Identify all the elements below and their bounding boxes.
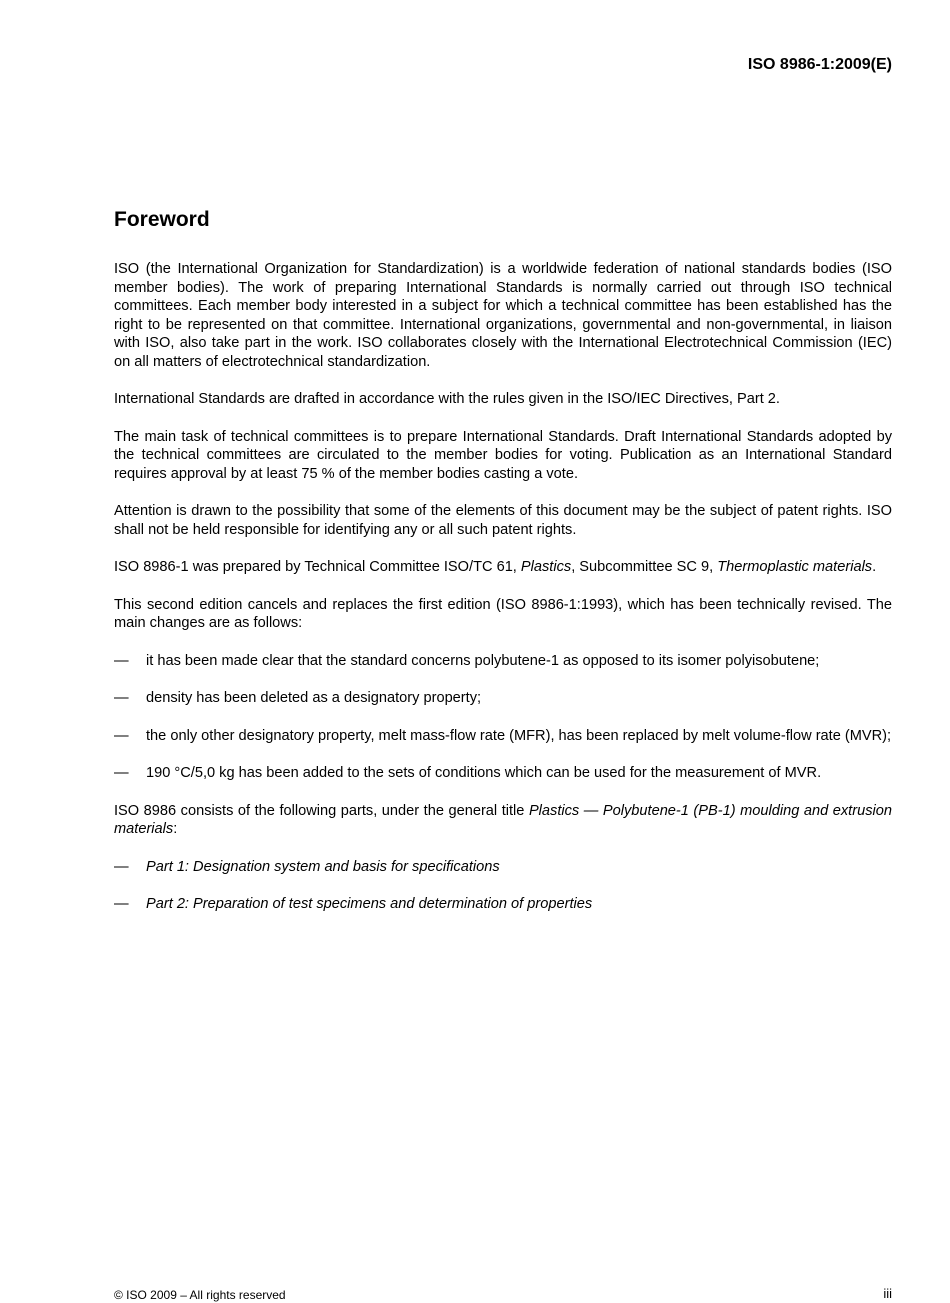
foreword-section xyxy=(114,208,892,933)
part-title: Part 1: Designation system and basis for specifications xyxy=(146,858,500,875)
part-list-item xyxy=(114,895,892,914)
dash-bullet: — xyxy=(114,690,129,706)
paragraph-prepared-by xyxy=(114,558,892,577)
dash-bullet: — xyxy=(114,727,129,744)
dash-bullet: — xyxy=(114,652,129,669)
change-list-item xyxy=(114,727,892,746)
paragraph-parts-intro xyxy=(114,802,892,839)
paragraph-main-task: The main task of technical committees is to prepare International Standards. Draft International Standards adopted by the technical committees are circulated to the member bodies for voting. Publication as an International Standard requires approval by at least 75 % of the member bodies casting a vote. xyxy=(114,428,892,482)
section-title: Foreword xyxy=(114,208,210,231)
dash-bullet: — xyxy=(114,858,129,875)
part-title: Part 2: Preparation of test specimens and determination of properties xyxy=(146,896,593,912)
change-text: density has been deleted as a designatory property; xyxy=(146,690,482,706)
text-run-italic: Thermoplastic materials xyxy=(717,559,873,575)
copyright-notice: © ISO 2009 – All rights reserved xyxy=(114,1288,286,1302)
document-id: ISO 8986-1:2009(E) xyxy=(747,56,892,73)
text-run: ISO 8986-1 was prepared by Technical Committee ISO/TC 61, xyxy=(114,559,521,575)
change-text: 190 °C/5,0 kg has been added to the sets of conditions which can be used for the measurement of MVR. xyxy=(146,765,822,781)
dash-bullet: — xyxy=(114,896,129,912)
change-list-item xyxy=(114,652,892,671)
part-list-item xyxy=(114,858,892,877)
change-text: the only other designatory property, melt mass-flow rate (MFR), has been replaced by melt volume-flow rate (MVR); xyxy=(146,727,892,744)
text-run: , Subcommittee SC 9, xyxy=(571,559,718,575)
paragraph-directives: International Standards are drafted in accordance with the rules given in the ISO/IEC Directives, Part 2. xyxy=(114,391,780,407)
dash-bullet: — xyxy=(114,765,129,781)
text-run-italic: Plastics xyxy=(520,559,572,575)
change-list-item xyxy=(114,764,892,783)
change-text: it has been made clear that the standard concerns polybutene-1 as opposed to its isomer polyisobutene; xyxy=(146,652,820,669)
paragraph-second-edition: This second edition cancels and replaces the first edition (ISO 8986-1:1993), which has been technically revised. The main changes are as follows: xyxy=(114,596,892,631)
paragraph-iso-intro: ISO (the International Organization for Standardization) is a worldwide federation of national standards bodies (ISO member bodies). The work of preparing International Standards is normally carried out through ISO technical committees. Each member body interested in a subject for which a technical committee has been established has the right to be represented on that committee. International organizations, governmental and non-governmental, in liaison with ISO, also take part in the work. ISO collaborates closely with the International Electrotechnical Commission (IEC) on all matters of electrotechnical standardization. xyxy=(114,261,892,370)
page-number: iii xyxy=(883,1286,892,1301)
text-run: ISO 8986 consists of the following parts, under the general title xyxy=(114,802,529,819)
text-run: : xyxy=(173,821,178,837)
paragraph-patent-rights: Attention is drawn to the possibility that some of the elements of this document may be the subject of patent rights. ISO shall not be held responsible for identifying any or all such patent rights. xyxy=(114,503,892,538)
text-run: . xyxy=(872,559,877,575)
change-list-item xyxy=(114,689,892,708)
text-run-italic: Plastics — Polybutene-1 (PB-1) moulding and extrusion materials xyxy=(114,802,892,837)
